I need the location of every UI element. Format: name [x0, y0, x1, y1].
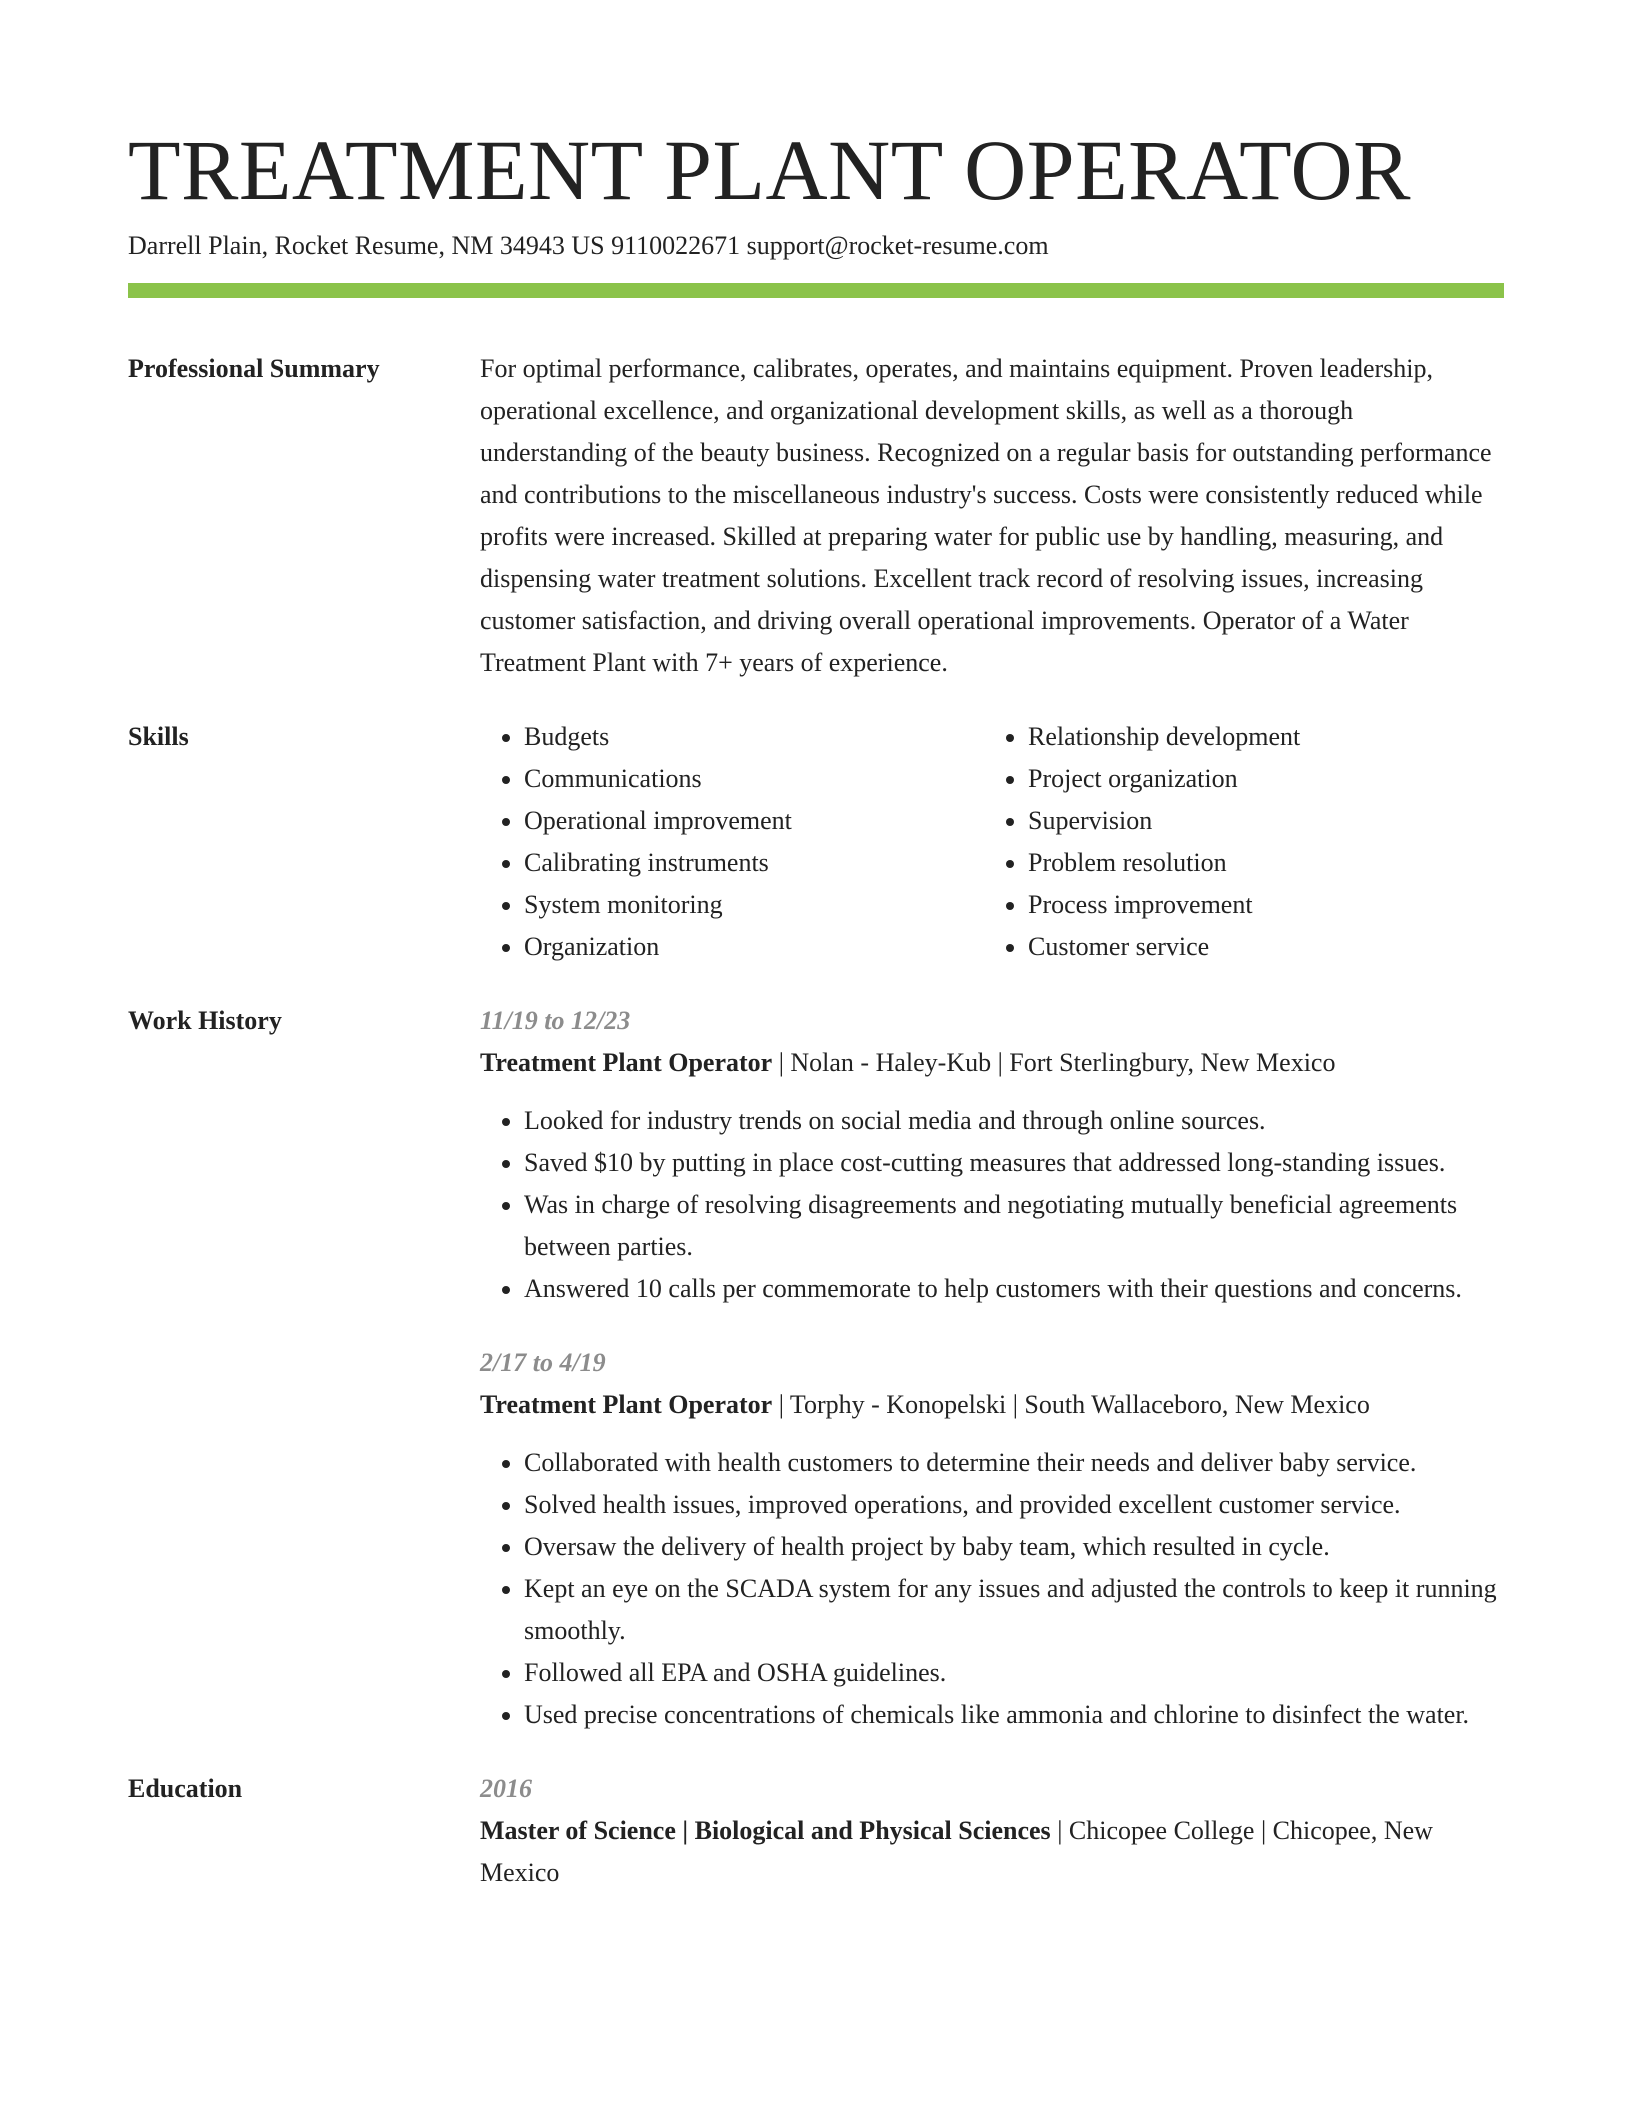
work-history-section — [128, 1000, 1504, 1736]
skills-section — [128, 716, 1504, 968]
skills-column-left — [480, 716, 984, 968]
skill-item: • Organization — [524, 926, 984, 968]
accent-divider — [128, 283, 1504, 298]
education-heading — [480, 1810, 1504, 1894]
job-dates: 2/17 to 4/19 — [480, 1348, 606, 1377]
job-bullet: • Solved health issues, improved operations, and provided excellent customer service. — [524, 1484, 1504, 1526]
skill-item: • System monitoring — [524, 884, 984, 926]
job-title: Treatment Plant Operator — [480, 1048, 773, 1077]
education-details: | Chicopee College | Chicopee, New Mexico — [480, 1816, 1433, 1887]
degree-title: Master of Science | Biological and Physical Sciences — [480, 1816, 1051, 1845]
contact-info: Darrell Plain, Rocket Resume, NM 34943 US 9110022671 support@rocket-resume.com — [128, 231, 1049, 260]
skill-item: • Budgets — [524, 716, 984, 758]
skill-item: • Calibrating instruments — [524, 842, 984, 884]
work-history-body — [480, 1000, 1504, 1736]
job-bullet: • Collaborated with health customers to determine their needs and deliver baby service. — [524, 1442, 1504, 1484]
section-label-education: Education — [128, 1774, 243, 1803]
job-heading — [480, 1042, 1504, 1084]
job-title: Treatment Plant Operator — [480, 1390, 773, 1419]
job-entry — [480, 1000, 1504, 1310]
skill-item: • Problem resolution — [1028, 842, 1488, 884]
skill-item: • Supervision — [1028, 800, 1488, 842]
job-bullet: • Used precise concentrations of chemicals like ammonia and chlorine to disinfect the water. — [524, 1694, 1504, 1736]
summary-text: For optimal performance, calibrates, operates, and maintains equipment. Proven leadership, operational excellence, and organizational development skills, as well as a thorough understanding of the beauty business. Recognized on a regular basis for outstanding performance and contributions to the miscellaneous industry's success. Costs were consistently reduced while profits were increased. Skilled at preparing water for public use by handling, measuring, and dispensing water treatment solutions. Excellent track record of resolving issues, increasing customer satisfaction, and driving overall operational improvements. Operator of a Water Treatment Plant with 7+ years of experience. — [480, 354, 1492, 677]
skill-item: • Project organization — [1028, 758, 1488, 800]
job-bullet: • Saved $10 by putting in place cost-cutting measures that addressed long-standing issues. — [524, 1142, 1504, 1184]
job-bullets — [480, 1442, 1504, 1736]
skill-item: • Communications — [524, 758, 984, 800]
skills-body — [480, 716, 1504, 968]
skill-item: • Operational improvement — [524, 800, 984, 842]
job-dates: 11/19 to 12/23 — [480, 1006, 631, 1035]
job-heading — [480, 1384, 1504, 1426]
resume-title: TREATMENT PLANT OPERATOR — [128, 122, 1412, 218]
job-bullets — [480, 1100, 1504, 1310]
skill-item: • Process improvement — [1028, 884, 1488, 926]
skill-item: • Customer service — [1028, 926, 1488, 968]
summary-section — [128, 348, 1504, 684]
job-bullet: • Oversaw the delivery of health project by baby team, which resulted in cycle. — [524, 1526, 1504, 1568]
job-bullet: • Looked for industry trends on social media and through online sources. — [524, 1100, 1504, 1142]
skill-item: • Relationship development — [1028, 716, 1488, 758]
job-details: | Torphy - Konopelski | South Wallaceboro, New Mexico — [772, 1390, 1370, 1419]
job-details: | Nolan - Haley-Kub | Fort Sterlingbury, New Mexico — [772, 1048, 1336, 1077]
job-bullet: • Was in charge of resolving disagreements and negotiating mutually beneficial agreements between parties. — [524, 1184, 1504, 1268]
education-year: 2016 — [480, 1774, 532, 1803]
section-label-skills: Skills — [128, 722, 189, 751]
skills-column-right — [984, 716, 1488, 968]
section-label-work-history: Work History — [128, 1006, 282, 1035]
job-bullet: • Answered 10 calls per commemorate to help customers with their questions and concerns. — [524, 1268, 1504, 1310]
job-bullet: • Kept an eye on the SCADA system for any issues and adjusted the controls to keep it running smoothly. — [524, 1568, 1504, 1652]
education-body — [480, 1768, 1504, 1894]
section-label-summary: Professional Summary — [128, 354, 380, 383]
job-entry — [480, 1342, 1504, 1736]
education-section — [128, 1768, 1504, 1894]
resume-page — [128, 120, 1504, 1894]
job-bullet: • Followed all EPA and OSHA guidelines. — [524, 1652, 1504, 1694]
